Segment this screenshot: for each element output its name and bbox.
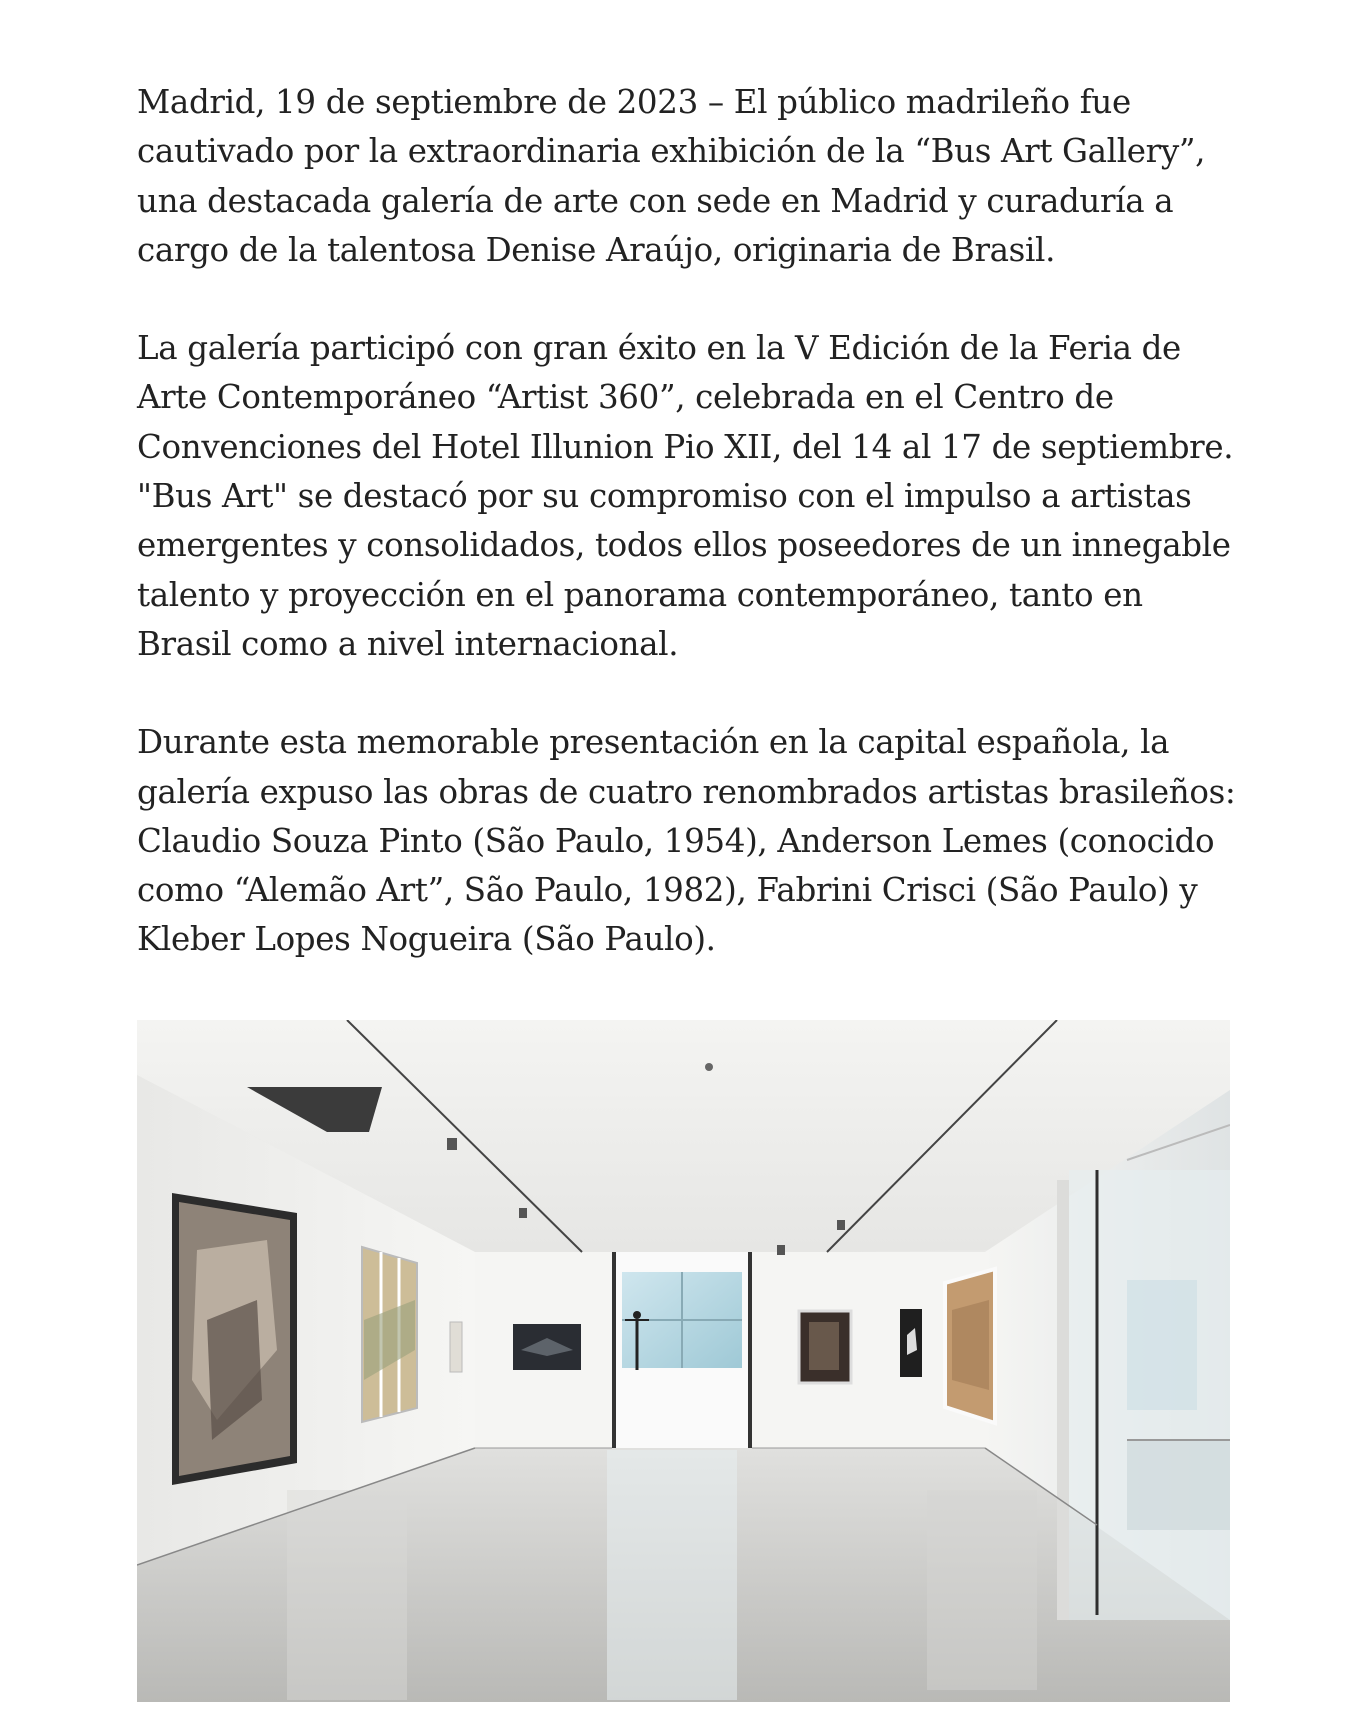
gallery-interior-photo — [137, 1020, 1230, 1702]
article-paragraph-2: La galería participó con gran éxito en la V Edición de la Feria de Arte Contemporáneo “Artist 360”, celebrada en el Centro de Convenciones del Hotel Illunion Pio XII, del 14 al 17 de septiembre. "Bus Art" se destacó por su compromiso con el impulso a artistas emergentes y consolidados, todos ellos poseedores de un innegable talento y proyección en el panorama contemporáneo, tanto en Brasil como a nivel internacional. — [137, 329, 1234, 663]
article-paragraph-1: Madrid, 19 de septiembre de 2023 – El público madrileño fue cautivado por la extraordinaria exhibición de la “Bus Art Gallery”, una destacada galería de arte con sede en Madrid y curaduría a cargo de la talentosa Denise Araújo, originaria de Brasil. — [137, 83, 1206, 269]
article-paragraph-3: Durante esta memorable presentación en la capital española, la galería expuso las obras de cuatro renombrados artistas brasileños: Claudio Souza Pinto (São Paulo, 1954), Anderson Lemes (conocido como “Alemão Art”, São Paulo, 1982), Fabrini Crisci (São Paulo) y Kleber Lopes Nogueira (São Paulo). — [137, 723, 1236, 959]
painting-small-left — [450, 1322, 462, 1372]
article-body — [137, 78, 1237, 1014]
gallery-photo-illustration — [137, 1020, 1230, 1702]
